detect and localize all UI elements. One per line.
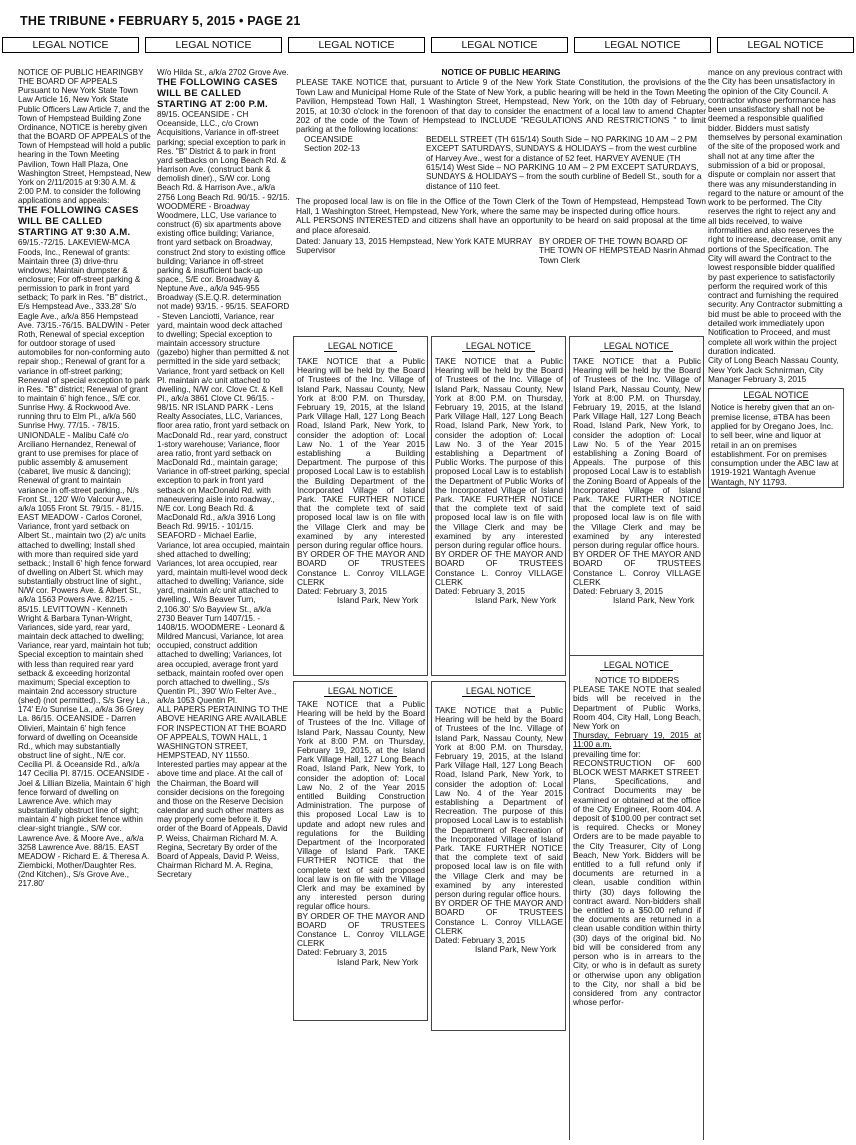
notice-body: TAKE NOTICE that a Public Hearing will be held by the Board of Trustees of the Inc. Village of Island Park, Nassau County, New York at 8:00 P.M. on Thursday, February 19, 2015, at the Island Park Village Hall, 127 Long Beach Road, Island Park, New York, to consider the adoption of: Local Law No. 5 of the Year 2015 establishing a Zoning Board of Appeals. The purpose of this proposed Local Law is to establish the Zoning Board of Appeals of the Incorporated Village of Island Park. TAKE FURTHER NOTICE that the complete text of said proposed local law is on file with the Village Clerk and may be examined by any interested person during regular office hours. [573, 356, 701, 551]
signature-right: BY ORDER OF THE TOWN BOARD OF THE TOWN OF HEMPSTEAD Nasrin Ahmad Town Clerk [539, 235, 706, 265]
bidders-notice-box [569, 655, 704, 1140]
legal-notice-header: LEGAL NOTICE [145, 37, 282, 53]
license-notice-box [708, 388, 844, 488]
notice-order: BY ORDER OF THE MAYOR AND BOARD OF TRUSTEES Constance L. Conroy VILLAGE CLERK [297, 549, 425, 587]
bidders-continued: mance on any previous contract with the City has been unsatisfactory in the opinion of the City Council. A contractor whose performance has been unsatisfactory shall not be deemed a responsible qualified bidder. Bidders must satisfy themselves by personal examination of the site of the proposed work and shall not at any time after the submission of a bid or proposal, dispute or complain nor assert that there was any misunderstanding in regard to the nature or amount of the work to be performed. The City reserves the right to reject any and all bids received, to waive informalities and also reserves the right to increase, decrease, omit any portions of the Specification. The City will award the Contract to the lowest responsible bidder qualified by past experience to satisfactorily perform the required work of this contract and furnishing the required security. Any Contractor submitting a bid must be able to proceed with the detailed work immediately upon Notification to Proceed, and must complete all work within the project duration indicated. [708, 68, 844, 356]
legal-notice-box [431, 681, 566, 1031]
notice-place: Island Park, New York [337, 595, 419, 606]
notice-order: BY ORDER OF THE MAYOR AND BOARD OF TRUSTEES Constance L. Conroy VILLAGE CLERK [573, 549, 701, 587]
legal-notice-box [293, 681, 428, 1021]
board-of-appeals-column-2 [157, 68, 290, 1140]
box-label: LEGAL NOTICE [462, 341, 535, 352]
public-hearing-persons-note: ALL PERSONS INTERESTED and citizens shall have an opportunity to be heard on said proposal at the time and place aforesaid. [296, 215, 706, 235]
notice-place: Island Park, New York [475, 595, 557, 606]
bidders-signature: City of Long Beach Nassau County, New York Jack Schnirman, City Manager February 3, 2015 [708, 355, 839, 384]
box-label: LEGAL NOTICE [600, 341, 673, 352]
notice-body: TAKE NOTICE that a Public Hearing will be held by the Board of Trustees of the Inc. Village of Island Park, Nassau County, New York at 8:00 P.M. on Thursday, February 19, 2015, at the Island Park Village Hall, 127 Long Beach Road, Island Park, New York, to consider the adoption of: Local Law No. 2 of the Year 2015 entitled Building Construction Administration. The purpose of this proposed Local Law is to update and adopt new rules and regulations for the Building Department of the Incorporated Village of Island Park. TAKE FURTHER NOTICE that the complete text of said proposed local law is on file with the Village Clerk and may be examined by any interested person during regular office hours. [297, 699, 425, 912]
bid-time-note: prevailing time for: [573, 748, 641, 759]
location-section: Section 202-13 [304, 143, 360, 154]
notice-order: BY ORDER OF THE MAYOR AND BOARD OF TRUSTEES Constance L. Conroy VILLAGE CLERK [435, 898, 563, 936]
location-details: BEDELL STREET (TH 615/14) South Side – NO PARKING 10 AM – 2 PM EXCEPT SATURDAYS, SUNDAYS & HOLIDAYS – from the west curbline of Harvey Ave., west for a distance of 52 feet. HARVEY AVENUE (TH 615/14) West Side – NO PARKING 10 AM – 2 PM EXCEPT SATURDAYS, SUNDAYS & HOLIDAYS – from the south curbline of Bedell St., south for a distance of 110 feet. [426, 133, 702, 191]
bid-date: Thursday, February 19, 2015 at 11:00 a.m. [573, 730, 701, 750]
legal-notice-header: LEGAL NOTICE [2, 37, 139, 53]
morning-cases: 69/15.-72/15. LAKEVIEW-MCA Foods, Inc., Renewal of grants: Maintain three (3) drive-thru windows; Maintain dumpster & enclosure; For off-street parking & permission to park in front yard setback; To park in Res. "B" district., E/s Hempstead Ave., 333.28' S/o Eagle Ave., a/k/a 856 Hempstead Ave. 73/15.-76/15. BALDWIN - Peter Roth, Renewal of special exception for outdoor storage of used automobiles for non-conforming auto repair shop.; Renewal of grant for a variance in off-street parking; Renewal of special exception to park in Res. "B" district; Renewal of grant to maintain 6' high fence., S/E cor. Sunrise Hwy. & Rockwood Ave. running thru to Elm Pl., a/k/a 560 Sunrise Hwy. 77/15. - 78/15. UNIONDALE - Malibu Café c/o Arciliano Hernandez, Renewal of grant to use premises for place of public assembly & amusement (cabaret, live music & dancing); Renewal of grant to maintain variance in off-street parking., N/s Front St., 120' W/o Valcour Ave., a/k/a 1055 Front St. 79/15. - 81/15. EAST MEADOW - Carlos Coronel, Variance, front yard setback on Albert St., maintain two (2) a/c units attached to dwelling; Install shed with more than required side yard setback.; Install 6' high fence forward of dwelling on Albert St. which may substantially obstruct line of sight., N/W cor. Powers Ave. & Albert St., a/k/a 1563 Powers Ave. 82/15. - 85/15. LEVITTOWN - Kenneth Wright & Barbara Tynan-Wright, Variances, side yard, rear yard, maintain deck attached to dwelling; Variance, rear yard, maintain hot tub; Special exception to maintain shed with less than required rear yard setback & exceeding horizontal maximum; Special exception to maintain 2nd accessory structure (shed) (not permitted)., S/s Grey La., 174' E/o Sunrise La., a/k/a 36 Grey La. 86/15. OCEANSIDE - Darren Olivieri, Maintain 6' high fence forward of dwelling on Oceanside Rd., which may substantially obstruct line of sight., N/E cor. Cecilia Pl. & Oceanside Rd., a/k/a 147 Cecilia Pl. 87/15. OCEANSIDE - Joel & Lillian Bizelia, Maintain 6' high fence forward of dwelling on Lawrence Ave. which may substantially obstruct line of sight; maintain 4' high picket fence within clear-sight triangle., S/W cor. Lawrence Ave. & Moore Ave., a/k/a 3258 Lawrence Ave. 88/15. EAST MEADOW - Richard E. & Theresa A. Ziembicki, Mother/Daughter Res. (2nd Kitchen)., S/s Grove Ave., 217.80' [18, 238, 151, 889]
legal-notice-box [431, 336, 566, 676]
notice-place: Island Park, New York [475, 944, 557, 955]
board-of-appeals-column-1 [18, 68, 151, 1140]
box-label: LEGAL NOTICE [462, 686, 535, 697]
public-hearing-notice [296, 68, 706, 265]
legal-notice-header: LEGAL NOTICE [574, 37, 711, 53]
notice-body: TAKE NOTICE that a Public Hearing will be held by the Board of Trustees of the Inc. Village of Island Park, Nassau County, New York at 8:00 P.M. on Thursday, February 19, 2015, at the Island Park Village Hall, 127 Long Beach Road, Island Park, New York, to consider the adoption of: Local Law No. 4 of the Year 2015 establishing a Department of Recreation. The purpose of this proposed Local Law is to establish the Department of Recreation of the Incorporated Village of Island Park. TAKE FURTHER NOTICE that the complete text of said proposed local law is on file with the Village Clerk and may be examined by any interested person during regular office hours. [435, 705, 563, 900]
notice-dated: Dated: February 3, 2015 [573, 586, 663, 597]
location-name: OCEANSIDE [304, 133, 353, 144]
legal-notice-header: LEGAL NOTICE [288, 37, 425, 53]
notice-dated: Dated: February 3, 2015 [435, 935, 525, 946]
column-6 [708, 68, 844, 1140]
appeals-closing: Interested parties may appear at the above time and place. At the call of the Chairman, the Board will consider decisions on the foregoing and those on the Reserve Decision calendar and such other matters as may properly come before it. By order of the Board of Appeals, David P. Weiss, Chairman Richard M. A. Regina, Secretary By order of the Board of Appeals, David P. Weiss, Chairman Richard M. A. Regina, Secretary [157, 760, 288, 880]
notice-dated: Dated: February 3, 2015 [297, 947, 387, 958]
legal-notice-header-row [2, 37, 854, 53]
notice-place: Island Park, New York [337, 956, 419, 967]
box-label: LEGAL NOTICE [600, 660, 673, 671]
public-hearing-signature [296, 237, 706, 265]
license-notice: Notice is hereby given that an on-premise license, #TBA has been applied for by Oregano Joes, Inc. to sell beer, wine and liquor at retail in an on premises establishment. For on premises consumption under the ABC law at 1919-1921 Wantagh Avenue Wantagh, NY 11793. [711, 402, 839, 487]
notice-order: BY ORDER OF THE MAYOR AND BOARD OF TRUSTEES Constance L. Conroy VILLAGE CLERK [435, 549, 563, 587]
notice-order: BY ORDER OF THE MAYOR AND BOARD OF TRUSTEES Constance L. Conroy VILLAGE CLERK [297, 910, 425, 949]
notice-dated: Dated: February 3, 2015 [297, 586, 387, 597]
public-hearing-body: PLEASE TAKE NOTICE that, pursuant to Article 9 of the New York State Constitution, the provisions of the Town Law and Municipal Home Rule of the State of New York, a public hearing will be held in the Town Meeting Pavilion, Hempstead Town Hall, 1 Washington Street, Hempstead, New York, on the 10th day of February, 2015, at 10:30 o'clock in the forenoon of that day to consider the enactment of a local law to amend Chapter 202 of the code of the Town of Hempstead to INCLUDE "REGULATIONS AND RESTRICTIONS " to limit parking at the following locations: [296, 77, 706, 135]
parking-locations [296, 135, 706, 191]
bidders-intro: PLEASE TAKE NOTE that sealed bids will be received in the Department of Public Works, Room 404, City Hall, Long Beach, New York on [573, 684, 701, 732]
legal-notice-box [569, 336, 704, 656]
notice-body: TAKE NOTICE that a Public Hearing will be held by the Board of Trustees of the Inc. Village of Island Park, Nassau County, New York at 8:00 P.M. on Thursday, February 19, 2015, at the Island Park Village Hall, 127 Long Beach Road, Island Park, New York, to consider the adoption of: Local Law No. 3 of the Year 2015 establishing a Department of Public Works. The purpose of this proposed Local Law is to establish the Department of Public Works of the Incorporated Village of Island Park. TAKE FURTHER NOTICE that the complete text of said proposed local law is on file with the Village Clerk and may be examined by any interested person during regular office hours. [435, 356, 563, 551]
legal-notice-header: LEGAL NOTICE [717, 37, 854, 53]
box-label: LEGAL NOTICE [743, 390, 809, 401]
signature-left: Dated: January 13, 2015 Hempstead, New York KATE MURRAY Supervisor [296, 235, 533, 256]
bid-project: RECONSTRUCTION OF 600 BLOCK WEST MARKET STREET [573, 757, 701, 778]
bidders-body: Plans, Specifications, and Contract Documents may be examined or obtained at the office of the City Engineer, Room 404. A deposit of $100.00 per contract set is required. Checks or Money Orders are to be made payable to the City Treasurer, City of Long Beach, New York. Bidders will be entitled to a full refund only if documents are returned in a clean, usable condition within thirty (30) days following the contract award. Non-bidders shall be entitled to a $50.00 refund if the documents are returned in a clean usable condition within thirty (30) days of the original bid. No bid will be considered from any person who is in arrears to the City, or who is in default as surety or otherwise upon any obligation to the City, nor shall a bid be considered from any contractor whose perfor- [573, 776, 701, 1008]
all-papers-notice: ALL PAPERS PERTAINING TO THE ABOVE HEARING ARE AVAILABLE FOR INSPECTION AT THE BOARD OF APPEALS, TOWN HALL, 1 WASHINGTON STREET, HEMPSTEAD, NY 11550. [157, 705, 289, 761]
box-label: LEGAL NOTICE [324, 341, 397, 352]
box-label: LEGAL NOTICE [324, 686, 397, 697]
public-hearing-file-note: The proposed local law is on file in the Office of the Town Clerk of the Town of Hempstead, Hempstead Town Hall, 1 Washington Street, Hempstead, New York, where the same may be inspected during office hours. [296, 196, 706, 216]
morning-cases-heading: THE FOLLOWING CASES WILL BE CALLED STARTING AT 9:30 A.M. [18, 205, 139, 239]
afternoon-cases-heading: THE FOLLOWING CASES WILL BE CALLED STARTING AT 2:00 P.M. [157, 77, 278, 111]
public-hearing-title: NOTICE OF PUBLIC HEARING [441, 67, 561, 77]
appeals-intro: NOTICE OF PUBLIC HEARINGBY THE BOARD OF APPEALS Pursuant to New York State Town Law Article 16, New York State Public Officers Law Article 7, and the Town of Hempstead Building Zone Ordinance, NOTICE is hereby given that the BOARD OF APPEALS of the Town of Hempstead will hold a public hearing in the Town Meeting Pavilion, Town Hall Plaza, One Washington Street, Hempstead, New York on 2/11/2015 at 9:30 A.M. & 2:00 P.M. to consider the following applications and appeals: [18, 68, 151, 206]
afternoon-cases: 89/15. OCEANSIDE - CH Oceanside, LLC., c/o Crown Acquisitions, Variance in off-street parking; special exception to park in Res. "B" District & to park in front yard setbacks on Long Beach Rd. & Harrison Ave. (construct bank & demolish diner)., S/W cor. Long Beach Rd. & Harrison Ave., a/k/a 2756 Long Beach Rd. 90/15. - 92/15. WOODMERE - Broadway Woodmere, LLC, Use variance to construct (6) six apartments above existing office building; Variance, front yard setback on Broadway, construct 2nd story to existing office building; Variance in off-street parking & insufficient back-up space., S/E cor. Broadway & Neptune Ave., a/k/a 945-955 Broadway (S.E.Q.R. determination not made) 93/15. - 95/15. SEAFORD - Steven Lanciotti, Variance, rear yard, maintain wood deck attached to dwelling; Special exception to maintain accessory structure (gazebo) higher than permitted & not permitted in the side yard setback; Variance, front yard setback on Kell Pl. maintain a/c unit attached to dwelling., N/W cor. Clove Ct. & Kell Pl., a/k/a 3861 Clove Ct. 96/15. - 98/15. NR ISLAND PARK - Lens Realty Associates, LLC, Variances, floor area ratio, front yard setback on MacDonald Rd., rear yard, construct 1-story warehouse; Variance, floor area ratio, front yard setback on MacDonald Rd., maintain garage; Variance in off-street parking, special exception to park in front yard setback on MacDonald Rd. with maneuvering aisle into roadway., N/E cor. Long Beach Rd. & MacDonald Rd., a/k/a 3916 Long Beach Rd. 99/15. - 101/15. SEAFORD - Michael Earlie, Variance, lot area occupied, maintain shed attached to dwelling; Variances, lot area occupied, rear yard, maintain multi-level wood deck attached to dwelling; Variance, side yard, maintain a/c unit attached to dwelling., W/s Beaver Turn, 2,106.30' S/o Bayview St., a/k/a 2730 Beaver Turn 1407/15. - 1408/15. WOODMERE - Leonard & Mildred Mancusi, Variance, lot area occupied, construct addition attached to dwelling; Variances, lot area occupied, average front yard setback, maintain roofed over open porch attached to dwelling., S/s Quentin Pl., 390' W/o Felter Ave., a/k/a 1053 Quentin Pl. [157, 110, 290, 706]
notice-place: Island Park, New York [613, 595, 695, 606]
masthead: THE TRIBUNE • FEBRUARY 5, 2015 • PAGE 21 [20, 14, 301, 28]
notice-dated: Dated: February 3, 2015 [435, 586, 525, 597]
notice-body: TAKE NOTICE that a Public Hearing will be held by the Board of Trustees of the Inc. Village of Island Park, Nassau County, New York at 8:00 P.M. on Thursday, February 19, 2015, at the Island Park Village Hall, 127 Long Beach Road, Island Park, New York, to consider the adoption of: Local Law No. 1 of the Year 2015 establishing a Building Department. The purpose of this proposed Local Law is to establish the Building Department of the Incorporated Village of Island Park. TAKE FURTHER NOTICE that the complete text of said proposed local law is on file with the Village Clerk and may be examined by any interested person during regular office hours. [297, 356, 425, 551]
continued-address: W/o Hilda St., a/k/a 2702 Grove Ave. [157, 68, 289, 77]
bidders-title: NOTICE TO BIDDERS [594, 675, 680, 685]
legal-notice-box [293, 336, 428, 676]
legal-notice-header: LEGAL NOTICE [431, 37, 568, 53]
